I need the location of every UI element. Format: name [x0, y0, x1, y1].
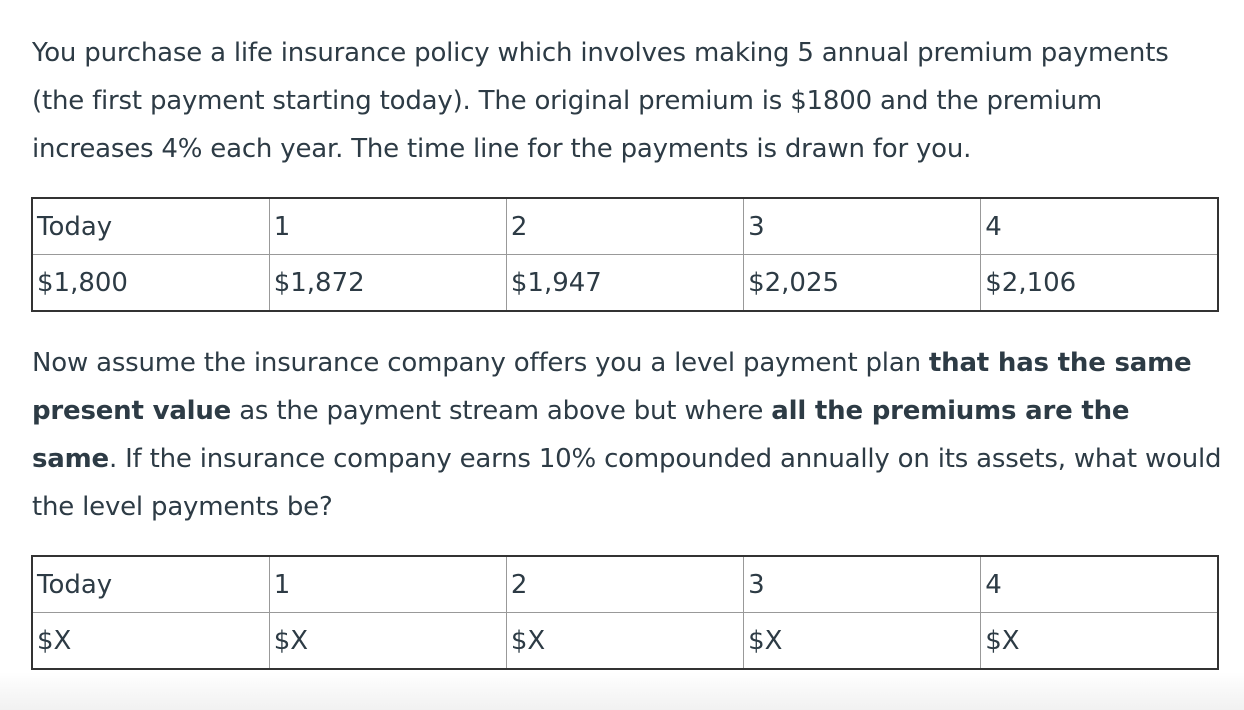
- question-bold-text: that has the same present value: [32, 348, 1192, 426]
- payment-cell: $2,025: [744, 255, 981, 312]
- period-cell: 3: [744, 556, 981, 613]
- period-cell: 3: [744, 198, 981, 255]
- level-payment-timeline-table: [31, 555, 1219, 670]
- payment-cell: $1,800: [32, 255, 269, 312]
- bottom-shadow: [0, 672, 1244, 710]
- timeline-period-row: [32, 198, 1218, 255]
- payment-cell: $2,106: [981, 255, 1218, 312]
- question-text: . If the insurance company earns 10% compounded annually on its assets, what would the level payments be?: [32, 444, 1222, 522]
- period-cell: 4: [981, 556, 1218, 613]
- question-text: as the payment stream above but where: [231, 396, 772, 426]
- payment-cell: $X: [269, 613, 506, 670]
- question-bold-text: all the premiums are the same: [32, 396, 1130, 474]
- timeline-payment-row: [32, 613, 1218, 670]
- payment-cell: $X: [744, 613, 981, 670]
- payment-cell: $X: [981, 613, 1218, 670]
- period-cell: Today: [32, 556, 269, 613]
- question-paragraph: [32, 339, 1222, 531]
- premium-timeline-table: [31, 197, 1219, 312]
- period-cell: 1: [269, 556, 506, 613]
- period-cell: 1: [269, 198, 506, 255]
- intro-paragraph: You purchase a life insurance policy which involves making 5 annual premium payments (the first payment starting today). The original premium is $1800 and the premium increases 4% each year. The time line for the payments is drawn for you.: [32, 38, 1169, 164]
- period-cell: 4: [981, 198, 1218, 255]
- payment-cell: $X: [32, 613, 269, 670]
- period-cell: 2: [506, 556, 743, 613]
- period-cell: Today: [32, 198, 269, 255]
- payment-cell: $1,872: [269, 255, 506, 312]
- timeline-period-row: [32, 556, 1218, 613]
- question-text: Now assume the insurance company offers you a level payment plan: [32, 348, 929, 378]
- timeline-payment-row: [32, 255, 1218, 312]
- period-cell: 2: [506, 198, 743, 255]
- payment-cell: $X: [506, 613, 743, 670]
- payment-cell: $1,947: [506, 255, 743, 312]
